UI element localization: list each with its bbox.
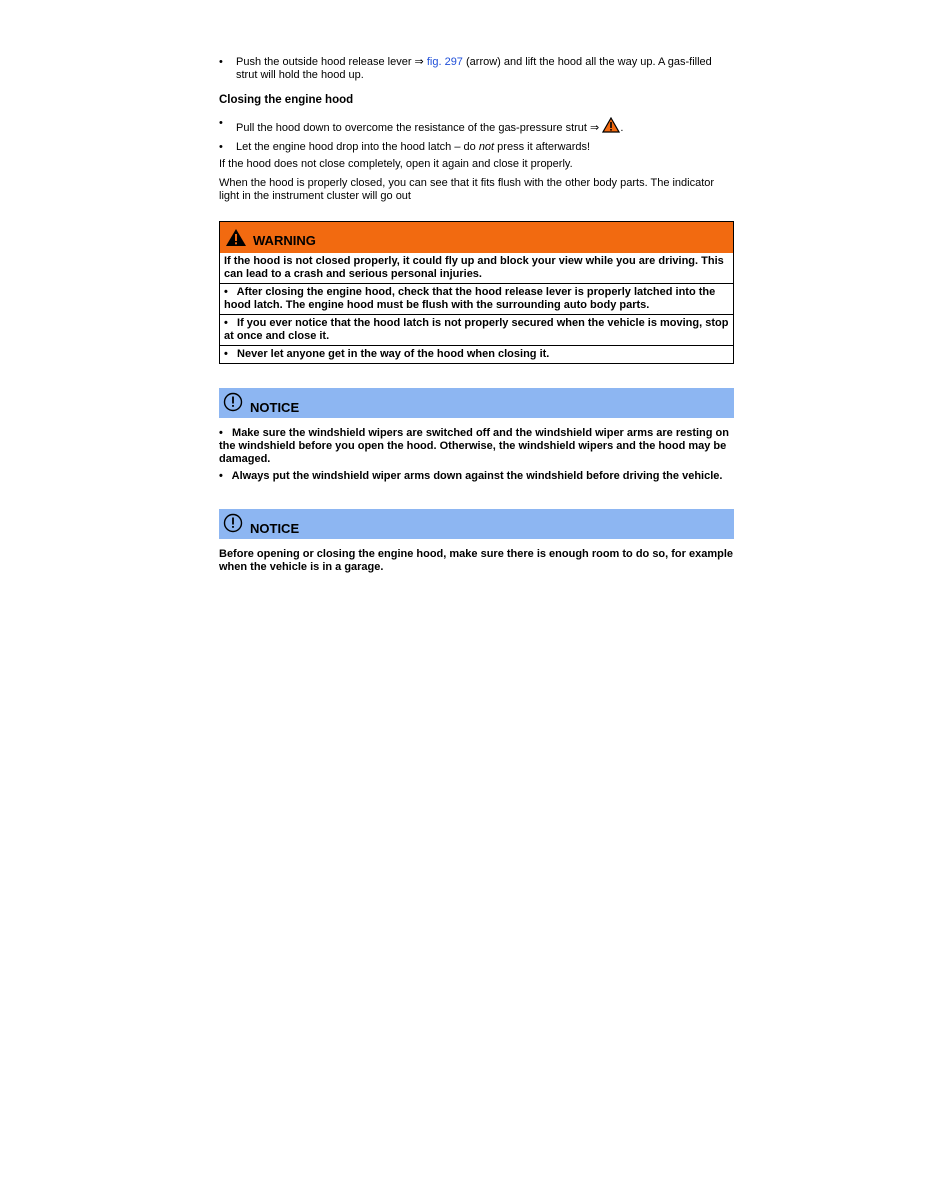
exclamation-circle-icon xyxy=(223,392,243,416)
bullet-glyph: • xyxy=(219,56,223,68)
notice-item-text: Always put the windshield wiper arms down against the windshield before driving the vehicle. xyxy=(231,470,723,482)
bullet-glyph: • xyxy=(224,317,228,329)
warning-item xyxy=(220,283,733,314)
closing-heading: Closing the engine hood xyxy=(219,94,354,106)
notice-title: NOTICE xyxy=(250,400,300,415)
list-item xyxy=(219,117,734,137)
warning-header xyxy=(220,222,733,253)
notice-header xyxy=(219,388,734,418)
list-item xyxy=(219,56,734,82)
warning-item-text: After closing the engine hood, check that the hood release lever is properly latched into the hood latch. The engine hood must be flush with the surrounding auto body parts. xyxy=(224,286,716,311)
warning-triangle-icon xyxy=(225,228,247,251)
notice-header xyxy=(219,509,734,539)
emphasis-not: not xyxy=(478,141,495,153)
bullet-glyph: • xyxy=(219,117,223,129)
bullet-glyph: • xyxy=(219,470,223,482)
notice-body xyxy=(219,427,734,483)
notice-item-text: Make sure the windshield wipers are switched off and the windshield wiper arms are resting on the windshield before you open the hood. Otherwise, the windshield wipers and the hood may be damaged. xyxy=(219,427,729,465)
warning-lead: If the hood is not closed properly, it could fly up and block your view while you are driving. This can lead to a crash and serious personal injuries. xyxy=(224,255,724,280)
closing-paragraph-1: If the hood does not close completely, open it again and close it properly. xyxy=(219,158,573,170)
warning-item xyxy=(220,345,733,363)
warning-item xyxy=(220,314,733,345)
warning-box xyxy=(219,221,734,364)
closing-step-2-post: press it afterwards! xyxy=(494,141,591,153)
warning-item-text: If you ever notice that the hood latch is not properly secured when the vehicle is moving, stop at once and close it. xyxy=(224,317,729,342)
intro-text-post: (arrow) and lift the hood all the way up. A gas-filled strut will hold the hood up. xyxy=(236,56,712,81)
exclamation-circle-icon xyxy=(223,513,243,537)
warning-triangle-icon[interactable] xyxy=(602,117,620,137)
closing-step-1-end: . xyxy=(620,122,624,134)
intro-text-pre: Push the outside hood release lever ⇒ xyxy=(236,56,427,68)
notice-body: Before opening or closing the engine hood, make sure there is enough room to do so, for example when the vehicle is in a garage. xyxy=(219,548,734,573)
warning-title: WARNING xyxy=(253,233,316,248)
closing-step-1-text: Pull the hood down to overcome the resistance of the gas-pressure strut ⇒ xyxy=(236,122,603,134)
warning-item-text: Never let anyone get in the way of the hood when closing it. xyxy=(237,348,550,360)
list-item xyxy=(219,141,734,154)
closing-step-2-pre: Let the engine hood drop into the hood latch – do xyxy=(236,141,479,153)
manual-page-content xyxy=(219,56,734,574)
fig-297-link[interactable]: fig. 297 xyxy=(426,56,463,68)
closing-paragraph-2: When the hood is properly closed, you can see that it fits flush with the other body parts. The indicator light in the instrument cluster will go out xyxy=(219,177,715,202)
bullet-glyph: • xyxy=(224,286,228,298)
bullet-glyph: • xyxy=(224,348,228,360)
list-item xyxy=(219,470,734,483)
bullet-glyph: • xyxy=(219,141,223,153)
bullet-glyph: • xyxy=(219,427,223,439)
list-item xyxy=(219,427,734,466)
notice-title: NOTICE xyxy=(250,521,300,536)
